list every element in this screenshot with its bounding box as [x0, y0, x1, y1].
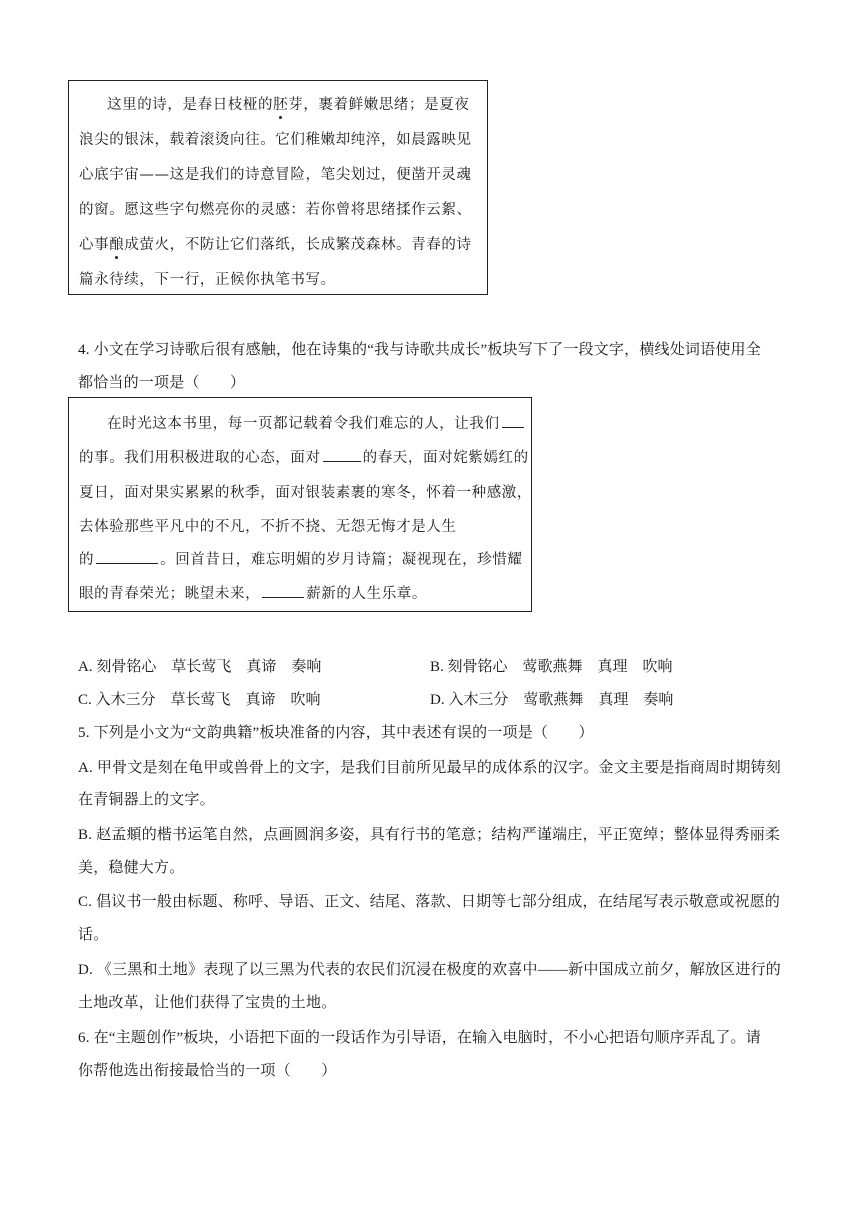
q4-option-c[interactable]: C. 入木三分 草长莺飞 真谛 吹响	[78, 692, 321, 708]
blank-1	[502, 413, 524, 428]
q4-option-b[interactable]: B. 刻骨铭心 莺歌燕舞 真理 吹响	[430, 659, 673, 675]
q4-stem-line-1: 4. 小文在学习诗歌后很有感触，他在诗集的“我与诗歌共成长”板块写下了一段文字，横线处词语使用全	[78, 342, 761, 358]
box1-line-1: 这里的诗，是春日枝桠的胚芽，裹着鲜嫩思绪；是夏夜	[107, 93, 469, 114]
q5-option-c-line-1[interactable]: C. 倡议书一般由标题、称呼、导语、正文、结尾、落款、日期等七部分组成，在结尾写表示敬意或祝愿的	[78, 894, 781, 910]
box2-line-6: 眼的青春荣光；眺望未来， 薪新的人生乐章。	[79, 582, 427, 603]
box2-line-1: 在时光这本书里，每一页都记载着令我们难忘的人，让我们	[107, 412, 526, 433]
q4-option-d[interactable]: D. 入木三分 莺歌燕舞 真理 奏响	[430, 692, 674, 708]
box1-line-5: 心事酿成萤火，不防让它们落纸，长成繁茂森林。青春的诗	[79, 233, 472, 254]
blank-4	[262, 583, 304, 598]
q6-stem-line-2: 你帮他选出衔接最恰当的一项（ ）	[78, 1063, 337, 1079]
poem-intro-box	[68, 80, 488, 295]
q5-option-b-line-2[interactable]: 美，稳健大方。	[78, 860, 185, 876]
q4-option-a[interactable]: A. 刻骨铭心 草长莺飞 真谛 奏响	[78, 659, 322, 675]
box1-line-2: 浪尖的银沫，载着滚烫向往。它们稚嫩却纯淬，如晨露映见	[79, 132, 472, 148]
blank-3	[96, 549, 158, 564]
box2-line-5: 的 。回首昔日，难忘明媚的岁月诗篇；凝视现在，珍惜耀	[79, 548, 523, 569]
q5-option-b-line-1[interactable]: B. 赵孟頫的楷书运笔自然，点画圆润多姿，具有行书的笔意；结构严谨端庄，平正宽绰；整体显得秀丽柔	[78, 827, 781, 843]
passage-box	[68, 397, 532, 612]
box2-line-4: 去体验那些平凡中的不凡，不折不挠、无怨无悔才是人生	[79, 519, 457, 535]
blank-2	[323, 447, 361, 462]
q5-stem: 5. 下列是小文为“文韵典籍”板块准备的内容，其中表述有误的一项是（ ）	[78, 725, 594, 741]
box1-line-6: 篇永待续，下一行，正候你执笔书写。	[79, 272, 336, 288]
box2-line-2: 的事。我们用积极进取的心态，面对 的春天，面对姹紫嫣红的	[79, 446, 529, 467]
q5-option-d-line-2[interactable]: 土地改革，让他们获得了宝贵的土地。	[78, 995, 337, 1011]
box1-line-4: 的窗。愿这些字句燃亮你的灵感：若你曾将思绪揉作云絮、	[79, 202, 472, 218]
q5-option-c-line-2[interactable]: 话。	[78, 927, 109, 943]
q4-stem-line-2: 都恰当的一项是（ ）	[78, 375, 246, 391]
box1-line-3: 心底宇宙——这是我们的诗意冒险，笔尖划过，便凿开灵魂	[79, 167, 472, 183]
box2-line-3: 夏日，面对果实累累的秋季，面对银装素裹的寒冬，怀着一种感激，	[79, 485, 532, 501]
q5-option-d-line-1[interactable]: D. 《三黑和土地》表现了以三黑为代表的农民们沉浸在极度的欢喜中——新中国成立前夕，解放区进行的	[78, 962, 781, 978]
q5-option-a-line-2[interactable]: 在青铜器上的文字。	[78, 792, 215, 808]
q6-stem-line-1: 6. 在“主题创作”板块，小语把下面的一段话作为引导语，在输入电脑时，不小心把语句顺序弄乱了。请	[78, 1030, 761, 1046]
q5-option-a-line-1[interactable]: A. 甲骨文是刻在龟甲或兽骨上的文字，是我们目前所见最早的成体系的汉字。金文主要是指商周时期铸刻	[78, 760, 781, 776]
